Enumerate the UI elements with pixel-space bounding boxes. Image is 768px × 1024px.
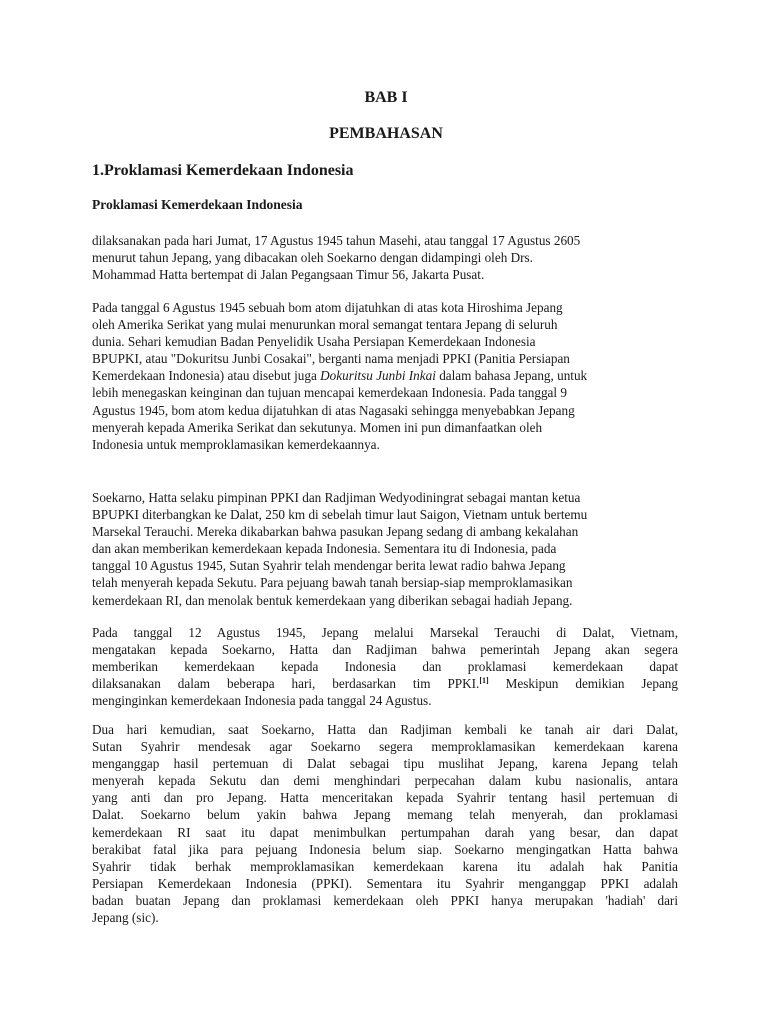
text-line: menyerah kepada Sekutu dan demi menghindari perpecahan dalam kubu nasionalis, antara bbox=[92, 773, 678, 789]
text-line: menyerah kepada Amerika Serikat dan sekutunya. Momen ini pun dimanfaatkan oleh bbox=[92, 419, 543, 435]
text-line: mengatakan kepada Soekarno, Hatta dan Radjiman bahwa pemerintah Jepang akan segera bbox=[92, 642, 678, 658]
text-line: menurut tahun Jepang, yang dibacakan oleh Soekarno dengan didampingi oleh Drs. bbox=[92, 250, 533, 266]
text-line: Marsekal Terauchi. Mereka dikabarkan bahwa pasukan Jepang sedang di ambang kekalahan bbox=[92, 524, 579, 540]
text-line: telah menyerah kepada Sekutu. Para pejuang bawah tanah bersiap-siap memproklamasikan bbox=[92, 575, 573, 591]
text-line: kemerdekaan RI saat itu dapat menimbulkan pertumpahan darah yang besar, dan dapat bbox=[92, 824, 678, 840]
sub-heading: Proklamasi Kemerdekaan Indonesia bbox=[92, 197, 303, 212]
text-line: yang anti dan pro Jepang. Hatta menceritakan kepada Syahrir tentang hasil pertemuan di bbox=[92, 790, 678, 806]
text-line: oleh Amerika Serikat yang mulai menurunkan moral semangat tentara Jepang di seluruh bbox=[92, 317, 558, 333]
text-line: tanggal 10 Agustus 1945, Sutan Syahrir telah mendengar berita lewat radio bahwa Jepang bbox=[92, 558, 566, 574]
chapter-subtitle: PEMBAHASAN bbox=[329, 125, 443, 142]
text-line: berakibat fatal jika para pejuang Indonesia belum siap. Soekarno mengingatkan Hatta bahwa bbox=[92, 841, 678, 857]
paragraph-2 bbox=[92, 299, 678, 453]
text-line: Kemerdekaan Indonesia) atau disebut juga Dokuritsu Junbi Inkai dalam bahasa Jepang, untuk bbox=[92, 368, 588, 384]
text-line: dunia. Sehari kemudian Badan Penyelidik Usaha Persiapan Kemerdekaan Indonesia bbox=[92, 334, 536, 350]
text-line: dan akan memberikan kemerdekaan kepada Indonesia. Sementara itu di Indonesia, pada bbox=[92, 541, 557, 557]
text-line: Pada tanggal 6 Agustus 1945 sebuah bom atom dijatuhkan di atas kota Hiroshima Jepang bbox=[92, 300, 563, 315]
text-line: menginginkan kemerdekaan Indonesia pada tanggal 24 Agustus. bbox=[92, 693, 432, 709]
text-line: dilaksanakan pada hari Jumat, 17 Agustus 1945 tahun Masehi, atau tanggal 17 Agustus 2605 bbox=[92, 233, 581, 248]
text-line: Agustus 1945, bom atom kedua dijatuhkan di atas Nagasaki sehingga menyebabkan Jepang bbox=[92, 402, 575, 418]
text-line: dilaksanakan dalam beberapa hari, berdasarkan tim PPKI.[1] Meskipun demikian Jepang bbox=[92, 676, 678, 692]
text-line: Jepang (sic). bbox=[92, 910, 159, 926]
text-line: Dalat. Soekarno belum yakin bahwa Jepang memang telah menyerah, dan proklamasi bbox=[92, 807, 678, 823]
italic-term: Dokuritsu Junbi Inkai bbox=[320, 368, 436, 384]
paragraph-5 bbox=[92, 721, 678, 926]
text-line: Mohammad Hatta bertempat di Jalan Pegangsaan Timur 56, Jakarta Pusat. bbox=[92, 267, 485, 283]
section-heading: 1.Proklamasi Kemerdekaan Indonesia bbox=[92, 162, 354, 179]
footnote-reference[interactable]: [1] bbox=[479, 676, 489, 686]
text-line: Dua hari kemudian, saat Soekarno, Hatta dan Radjiman kembali ke tanah air dari Dalat, bbox=[92, 722, 678, 737]
text-line: memberikan kemerdekaan kepada Indonesia dan proklamasi kemerdekaan dapat bbox=[92, 659, 678, 675]
paragraph-4 bbox=[92, 624, 678, 709]
text-line: BPUPKI, atau "Dokuritsu Junbi Cosakai", berganti nama menjadi PPKI (Panitia Persiapan bbox=[92, 351, 570, 367]
text-line: BPUPKI diterbangkan ke Dalat, 250 km di sebelah timur laut Saigon, Vietnam untuk bertemu bbox=[92, 507, 588, 523]
text-line: Pada tanggal 12 Agustus 1945, Jepang melalui Marsekal Terauchi di Dalat, Vietnam, bbox=[92, 625, 678, 640]
text-line: badan buatan Jepang dan proklamasi kemerdekaan oleh PPKI hanya merupakan 'hadiah' dari bbox=[92, 892, 678, 908]
text-line: Syahrir tidak berhak memproklamasikan kemerdekaan karena itu adalah hak Panitia bbox=[92, 858, 678, 874]
text-line: lebih menegaskan keinginan dan tujuan mencapai kemerdekaan Indonesia. Pada tanggal 9 bbox=[92, 385, 567, 401]
text-line: Persiapan Kemerdekaan Indonesia (PPKI). Sementara itu Syahrir menganggap PPKI adalah bbox=[92, 875, 678, 891]
text-line: kemerdekaan RI, dan menolak bentuk kemerdekaan yang diberikan sebagai hadiah Jepang. bbox=[92, 592, 573, 608]
text-line: menganggap hasil pertemuan di Dalat sebagai tipu muslihat Jepang, karena Jepang telah bbox=[92, 756, 678, 772]
paragraph-3 bbox=[92, 489, 678, 609]
chapter-title: BAB I bbox=[364, 89, 408, 106]
paragraph-1 bbox=[92, 232, 678, 283]
text-line: Soekarno, Hatta selaku pimpinan PPKI dan Radjiman Wedyodiningrat sebagai mantan ketua bbox=[92, 490, 581, 505]
text-line: Sutan Syahrir mendesak agar Soekarno segera memproklamasikan kemerdekaan karena bbox=[92, 739, 678, 755]
text-line: Indonesia untuk memproklamasikan kemerdekaannya. bbox=[92, 436, 380, 452]
